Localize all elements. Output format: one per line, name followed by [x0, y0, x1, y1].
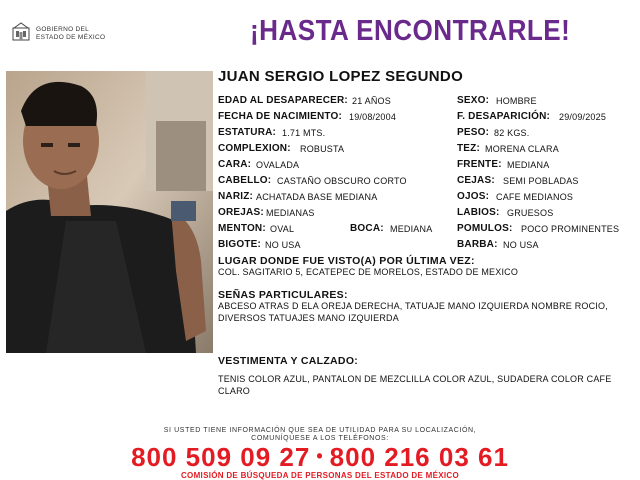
phone-separator: •: [316, 446, 324, 466]
field-value-tez: MORENA CLARA: [485, 144, 559, 154]
field-label-pomulos: POMULOS:: [457, 223, 513, 234]
field-value-complexion: ROBUSTA: [300, 144, 345, 154]
field-label-tez: TEZ:: [457, 143, 481, 154]
field-label-ojos: OJOS:: [457, 191, 490, 202]
field-label-boca: BOCA:: [350, 223, 384, 234]
clothing-line-1: TENIS COLOR AZUL, PANTALON DE MEZCLILLA COLOR AZUL, SUDADERA COLOR CAFE: [218, 374, 612, 384]
field-label-frente: FRENTE:: [457, 159, 502, 170]
contact-note-2: COMUNÍQUESE A LOS TELÉFONOS:: [251, 435, 389, 442]
field-label-complexion: COMPLEXION:: [218, 143, 291, 154]
field-label-orejas: OREJAS:: [218, 207, 264, 218]
field-value-nariz: ACHATADA BASE MEDIANA: [256, 192, 378, 202]
field-value-sexo: HOMBRE: [496, 96, 537, 106]
field-value-cejas: SEMI POBLADAS: [503, 176, 579, 186]
government-name: [36, 26, 105, 41]
field-value-nacimiento: 19/08/2004: [349, 112, 397, 122]
field-label-labios: LABIOS:: [457, 207, 500, 218]
field-value-pomulos: POCO PROMINENTES: [521, 224, 620, 234]
field-label-cara: CARA:: [218, 159, 252, 170]
marks-line-1: ABCESO ATRAS D ELA OREJA DERECHA, TATUAJE MANO IZQUIERDA NOMBRE ROCIO,: [218, 301, 608, 311]
marks-title: SEÑAS PARTICULARES:: [218, 289, 348, 301]
field-label-nariz: NARIZ:: [218, 191, 254, 202]
clothing-line-2: CLARO: [218, 386, 251, 396]
person-name: JUAN SERGIO LOPEZ SEGUNDO: [218, 68, 464, 85]
field-label-barba: BARBA:: [457, 239, 498, 250]
field-label-peso: PESO:: [457, 127, 490, 138]
phone-number-1[interactable]: 800 509 09 27: [131, 442, 311, 472]
field-label-estatura: ESTATURA:: [218, 127, 277, 138]
field-value-orejas: MEDIANAS: [266, 208, 315, 218]
field-value-menton: OVAL: [270, 224, 295, 234]
marks-line-2: DIVERSOS TATUAJES MANO IZQUIERDA: [218, 313, 399, 323]
missing-person-photo: [6, 71, 213, 353]
government-seal-icon: [12, 22, 30, 42]
field-value-labios: GRUESOS: [507, 208, 554, 218]
clothing-title: VESTIMENTA Y CALZADO:: [218, 355, 359, 367]
field-value-estatura: 1.71 MTS.: [282, 128, 326, 138]
field-value-ojos: CAFE MEDIANOS: [496, 192, 574, 202]
field-value-boca: MEDIANA: [390, 224, 433, 234]
field-value-bigote: NO USA: [265, 240, 301, 250]
field-label-edad: EDAD AL DESAPARECER:: [218, 95, 348, 106]
field-label-sexo: SEXO:: [457, 95, 490, 106]
phone-number-2[interactable]: 800 216 03 61: [329, 442, 509, 472]
field-value-cara: OVALADA: [256, 160, 300, 170]
government-line-2: ESTADO DE MÉXICO: [36, 33, 106, 41]
last-seen-title: LUGAR DONDE FUE VISTO(A) POR ÚLTIMA VEZ:: [218, 255, 475, 267]
field-label-menton: MENTON:: [218, 223, 266, 234]
field-value-desaparicion: 29/09/2025: [559, 112, 607, 122]
last-seen-value: COL. SAGITARIO 5, ECATEPEC DE MORELOS, ESTADO DE MEXICO: [218, 267, 519, 277]
field-value-peso: 82 KGS.: [494, 128, 530, 138]
government-line-1: GOBIERNO DEL: [36, 26, 90, 33]
commission-name: COMISIÓN DE BÚSQUEDA DE PERSONAS DEL ESTADO DE MÉXICO: [180, 471, 459, 480]
slogan-title: ¡HASTA ENCONTRARLE!: [250, 15, 571, 47]
field-value-edad: 21 AÑOS: [352, 96, 391, 106]
field-label-cabello: CABELLO:: [218, 175, 272, 186]
field-label-cejas: CEJAS:: [457, 175, 495, 186]
field-value-cabello: CASTAÑO OBSCURO CORTO: [277, 176, 407, 186]
field-label-nacimiento: FECHA DE NACIMIENTO:: [218, 111, 342, 122]
phone-numbers: [0, 442, 640, 473]
field-label-bigote: BIGOTE:: [218, 239, 262, 250]
contact-note-1: SI USTED TIENE INFORMACIÓN QUE SEA DE UTILIDAD PARA SU LOCALIZACIÓN,: [163, 427, 477, 434]
field-value-barba: NO USA: [503, 240, 539, 250]
field-value-frente: MEDIANA: [507, 160, 550, 170]
field-label-desaparicion: F. DESAPARICIÓN:: [457, 111, 551, 122]
